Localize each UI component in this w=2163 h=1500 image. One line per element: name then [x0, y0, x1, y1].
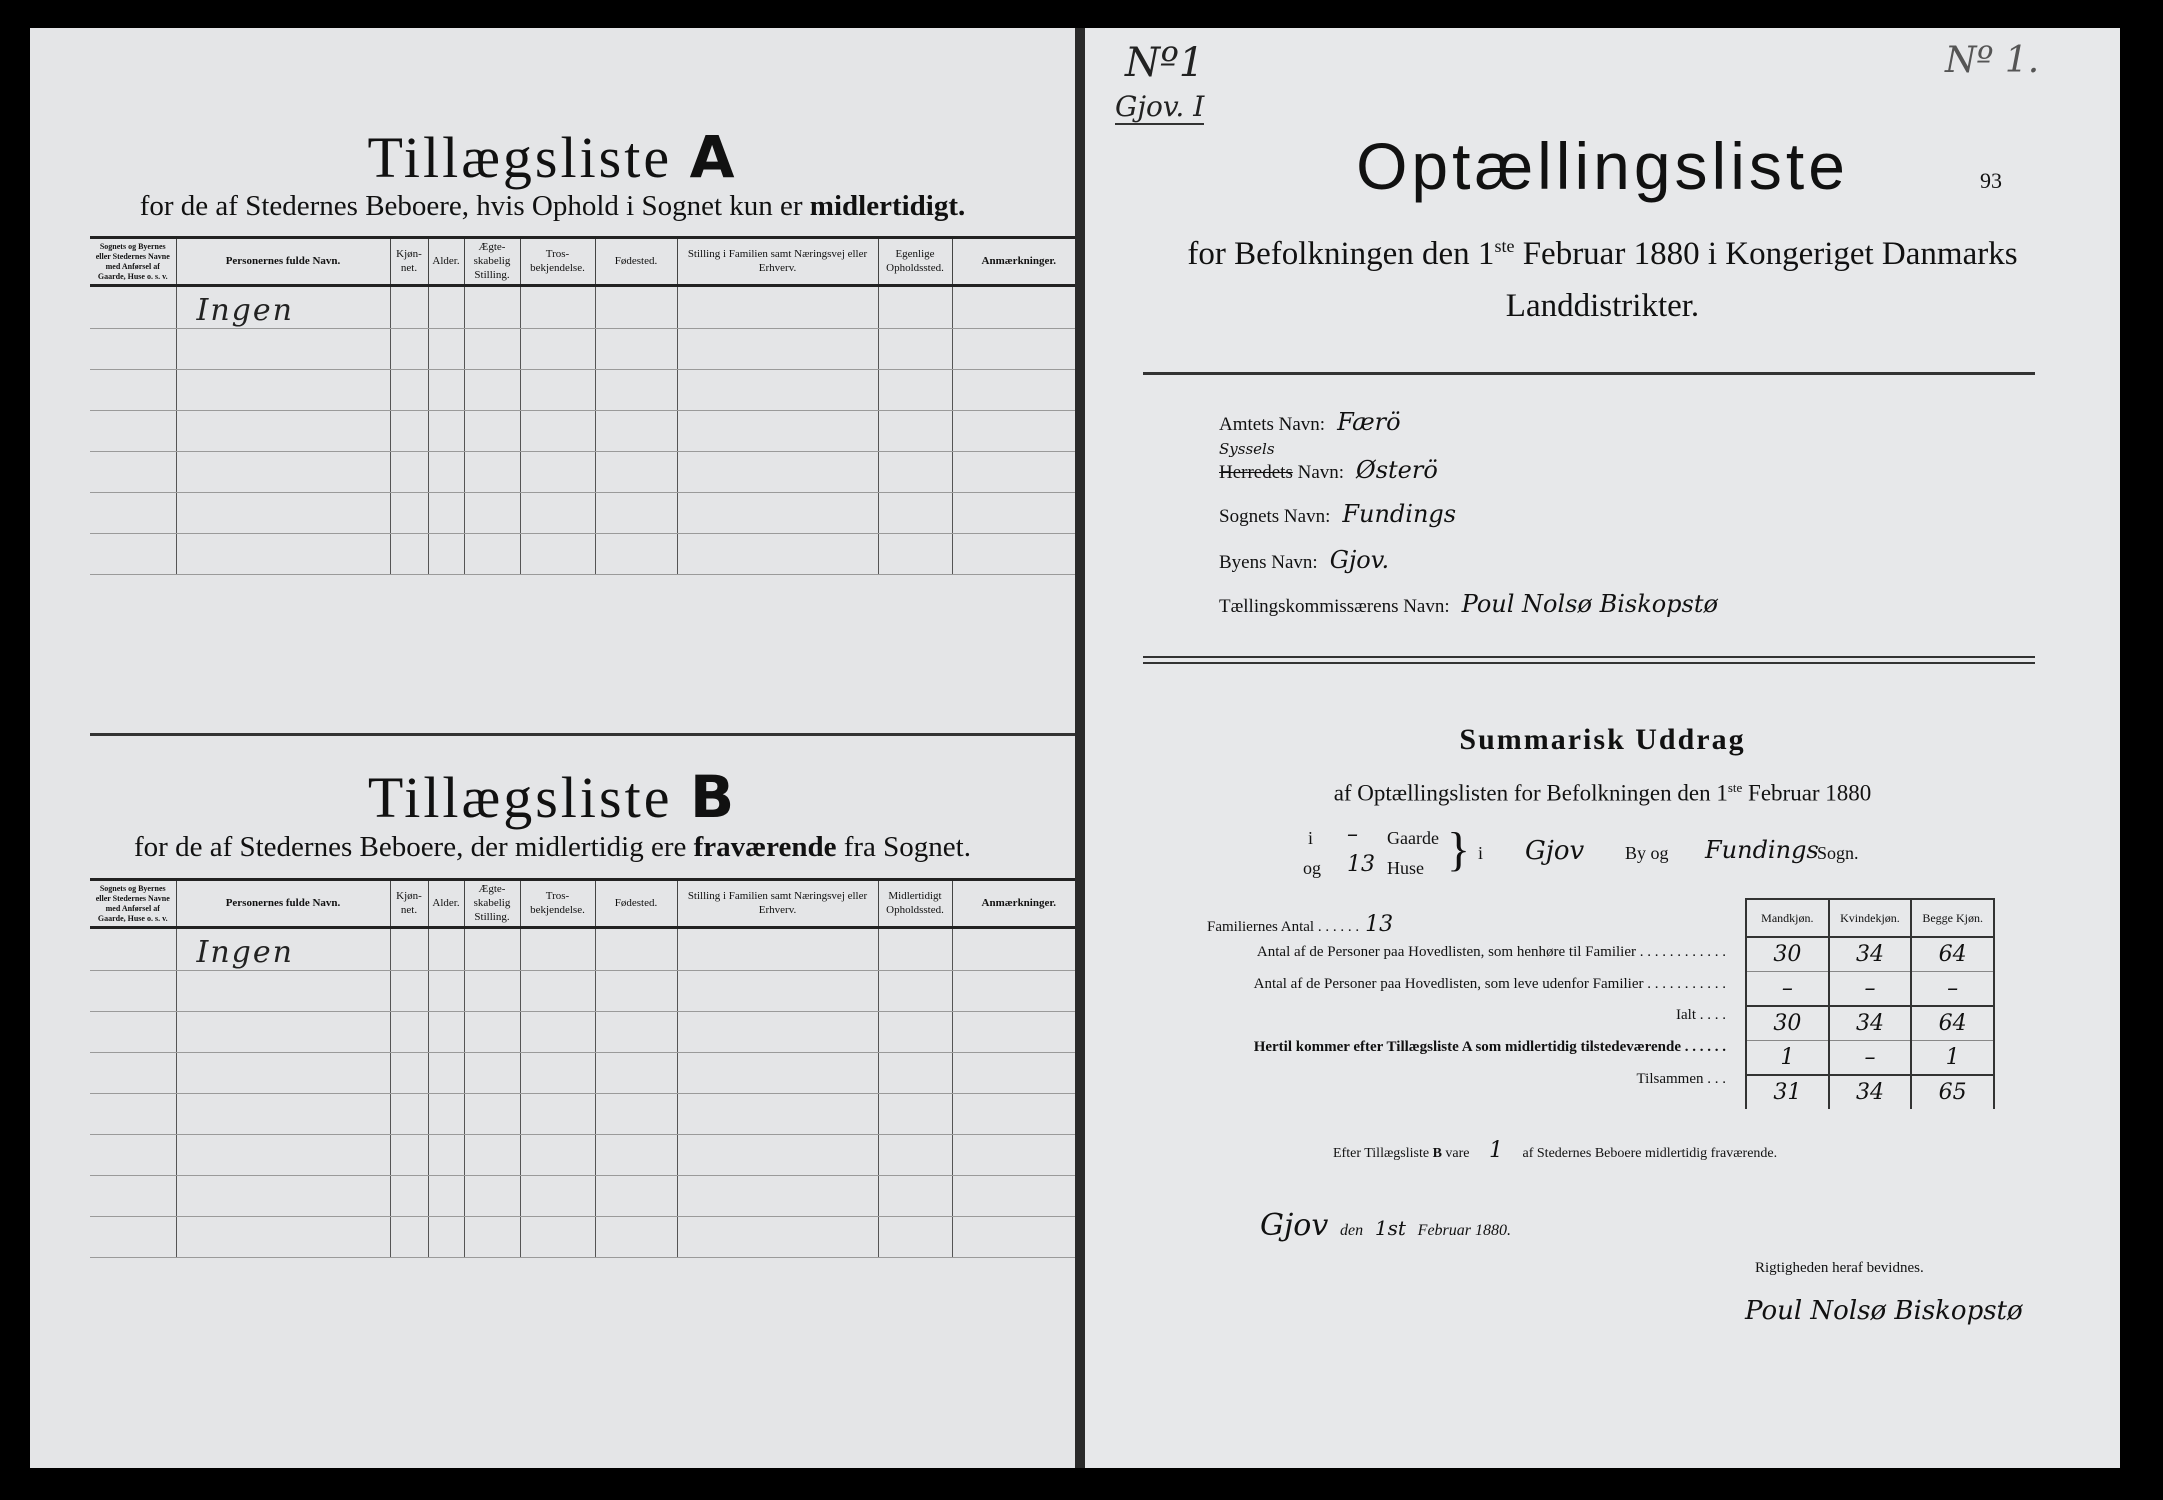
efter-c: af Stedernes Beboere midlertidig fraværende.: [1522, 1146, 1778, 1161]
col-begge: Begge Kjøn.: [1911, 899, 1994, 937]
date-place: Gjov: [1260, 1208, 1329, 1243]
rigtighed-text: Rigtigheden heraf bevidnes.: [1755, 1260, 1924, 1276]
row-label-3: Ialt . . . .: [1676, 1007, 1726, 1023]
gaarde-value: –: [1347, 822, 1358, 847]
row-text: Antal af de Personer paa Hovedlisten, som leve udenfor Familier: [1253, 976, 1644, 992]
table-row: [90, 1176, 1075, 1217]
inserted-word: Syssels: [1219, 440, 1275, 458]
summary-table: [1745, 898, 1995, 1109]
col-occupation: Stilling i Familien samt Næringsvej eller Erhverv.: [677, 880, 878, 928]
subtitle-bold: fraværende: [693, 831, 837, 863]
table-row: [1746, 1041, 1994, 1076]
familier-label: Familiernes Antal . . . . . . 13: [1207, 912, 1394, 937]
efter-letter: B: [1432, 1146, 1442, 1161]
col-age: Alder.: [428, 238, 464, 286]
col-kvindekjon: Kvindekjøn.: [1829, 899, 1912, 937]
familier-value: 13: [1365, 912, 1394, 937]
cell-b: –: [1911, 972, 1994, 1007]
col-name: Personernes fulde Navn.: [176, 238, 390, 286]
col-birthplace: Fødested.: [595, 238, 677, 286]
field-amt: [1219, 408, 1401, 436]
cell-b: 64: [1911, 937, 1994, 972]
row-label-4: Hertil kommer efter Tillægsliste A som midlertidig tilstedeværende . . . . . .: [1253, 1039, 1726, 1055]
cell-k: –: [1829, 1041, 1912, 1076]
og-label: og: [1303, 858, 1321, 878]
top-number: Nº 1.: [1945, 40, 2040, 81]
tillaegsliste-a-title: [30, 123, 1075, 191]
gaarde-label: Gaarde: [1387, 828, 1439, 848]
huse-value: 13: [1347, 852, 1375, 877]
table-row: [90, 971, 1075, 1012]
huse-label: Huse: [1387, 858, 1424, 878]
summary-sogn-value: Fundings: [1705, 836, 1819, 864]
tillaegsliste-b-subtitle: [30, 831, 1075, 864]
familier-text: Familiernes Antal: [1207, 919, 1315, 935]
section-divider: [90, 733, 1075, 736]
title-letter: B: [689, 763, 738, 831]
table-b: [90, 878, 1075, 1258]
field-label: Tællingskommissærens Navn:: [1219, 596, 1450, 617]
cell-m: –: [1746, 972, 1829, 1007]
summary-subtitle: [1085, 780, 2120, 807]
table-row: [90, 1135, 1075, 1176]
cell-b: 1: [1911, 1041, 1994, 1076]
field-herred: [1219, 456, 1438, 484]
title-text: Tillægsliste: [367, 125, 673, 190]
cell-m: 1: [1746, 1041, 1829, 1076]
title-text: Tillægsliste: [367, 765, 673, 830]
book-spine: [1075, 28, 1085, 1468]
page-title: Optællingsliste: [1356, 129, 1849, 203]
efter-line: [1333, 1138, 1777, 1163]
summary-header: [1746, 899, 1994, 937]
table-a-header: [90, 238, 1075, 286]
title-line-2: Landdistrikter.: [1505, 288, 1700, 324]
cell-m: 30: [1746, 937, 1829, 972]
subtitle-bold: midlertidigt.: [809, 190, 966, 222]
sub-a: af Optællingslisten for Befolkningen den 1: [1333, 780, 1728, 806]
table-row: [90, 1217, 1075, 1258]
date-line: [1260, 1208, 1511, 1243]
summary-by-label: By og: [1625, 843, 1669, 863]
table-row: [90, 1094, 1075, 1135]
field-sogn: [1219, 500, 1456, 528]
field-kommissaer: [1219, 590, 1718, 618]
cell-m: 31: [1746, 1075, 1829, 1109]
rule-mid-2: [1143, 662, 2035, 664]
row-text: Antal af de Personer paa Hovedlisten, som henhøre til Familier: [1256, 944, 1636, 960]
cell-b: 64: [1911, 1006, 1994, 1041]
i2-label: i: [1478, 843, 1484, 863]
col-birthplace: Fødested.: [595, 880, 677, 928]
sub-sup: ste: [1727, 780, 1743, 795]
table-row: [1746, 937, 1994, 972]
cell-k: 34: [1829, 1075, 1912, 1109]
col-place: Sognets og Byernes eller Stedernes Navne med Anførsel af Gaarde, Huse o. s. v.: [90, 880, 176, 928]
signature: Poul Nolsø Biskopstø: [1745, 1296, 2023, 1326]
rule-mid-1: [1143, 656, 2035, 658]
col-religion: Tros-bekjendelse.: [520, 238, 595, 286]
field-value: Poul Nolsø Biskopstø: [1461, 590, 1718, 618]
row-text: Ialt: [1676, 1007, 1696, 1023]
corner-number: Nº1: [1125, 40, 1205, 86]
col-place: Sognets og Byernes eller Stedernes Navne med Anførsel af Gaarde, Huse o. s. v.: [90, 238, 176, 286]
col-religion: Tros-bekjendelse.: [520, 880, 595, 928]
efter-b: vare: [1445, 1146, 1470, 1161]
entry-ingen: Ingen: [196, 935, 294, 971]
col-name: Personernes fulde Navn.: [176, 880, 390, 928]
title-line-1: [1085, 236, 2120, 273]
summary-title: Summarisk Uddrag: [1459, 723, 1746, 756]
tillaegsliste-b-title: [30, 763, 1075, 831]
table-row: [1746, 1006, 1994, 1041]
table-row: [90, 411, 1075, 452]
row-label-1: Antal af de Personer paa Hovedlisten, som henhøre til Familier . . . . . . . . . . . .: [1256, 944, 1726, 960]
col-marital: Ægte-skabelig Stilling.: [464, 238, 520, 286]
i-label: i: [1308, 828, 1314, 848]
col-mandkjon: Mandkjøn.: [1746, 899, 1829, 937]
cell-m: 30: [1746, 1006, 1829, 1041]
field-value: Østerö: [1356, 456, 1438, 484]
table-b-header: [90, 880, 1075, 928]
summary-sogn-label: Sogn.: [1817, 843, 1859, 863]
field-value: Fundings: [1342, 500, 1457, 528]
cell-k: 34: [1829, 937, 1912, 972]
col-sex: Kjøn-net.: [390, 238, 428, 286]
field-label-struck: Herredets: [1219, 462, 1293, 483]
col-temp-residence: Midlertidigt Opholdssted.: [878, 880, 952, 928]
efter-a: Efter Tillægsliste: [1333, 1146, 1430, 1161]
row-text: Hertil kommer efter Tillægsliste A som midlertidig tilstedeværende: [1253, 1039, 1681, 1055]
col-residence: Egenlige Opholdssted.: [878, 238, 952, 286]
field-value: Gjov.: [1329, 546, 1390, 574]
col-occupation: Stilling i Familien samt Næringsvej eller Erhverv.: [677, 238, 878, 286]
line1-b: Februar 1880 i Kongeriget Danmarks: [1522, 236, 2018, 272]
col-remarks: Anmærkninger.: [952, 238, 1075, 286]
table-row: [90, 534, 1075, 575]
line1-a: for Befolkningen den 1: [1187, 236, 1495, 272]
corner-sub-note: Gjov. I: [1115, 90, 1205, 123]
right-page: [1085, 28, 2120, 1468]
page-number: 93: [1980, 168, 2002, 193]
summary-by-value: Gjov: [1525, 836, 1585, 866]
subtitle-end: fra Sognet.: [843, 831, 971, 863]
tillaegsliste-a-subtitle: [30, 190, 1075, 223]
brace: }: [1447, 823, 1471, 876]
table-row: [90, 1012, 1075, 1053]
entry-ingen: Ingen: [196, 293, 294, 329]
cell-b: 65: [1911, 1075, 1994, 1109]
row-label-2: Antal af de Personer paa Hovedlisten, som leve udenfor Familier . . . . . . . . . . .: [1253, 976, 1726, 992]
field-label: Navn:: [1297, 462, 1345, 483]
left-page: [30, 28, 1075, 1468]
field-label: Byens Navn:: [1219, 552, 1318, 573]
rule-top: [1143, 372, 2035, 375]
table-row: [90, 329, 1075, 370]
title-letter: A: [689, 123, 738, 191]
field-label: Sognets Navn:: [1219, 506, 1331, 527]
subtitle-text: for de af Stedernes Beboere, hvis Ophold i Sognet kun er: [139, 190, 803, 222]
subtitle-text: for de af Stedernes Beboere, der midlertidig ere: [134, 831, 687, 863]
table-row: [90, 493, 1075, 534]
field-value: Færö: [1337, 408, 1401, 436]
line1-sup: ste: [1494, 236, 1515, 256]
row-label-5: Tilsammen . . .: [1636, 1071, 1726, 1087]
table-a: [90, 236, 1075, 575]
table-row: [1746, 1075, 1994, 1109]
cell-k: 34: [1829, 1006, 1912, 1041]
table-row: [90, 370, 1075, 411]
date-den: den: [1340, 1222, 1364, 1239]
field-by: [1219, 546, 1389, 574]
table-row: [90, 286, 1075, 329]
cell-k: –: [1829, 972, 1912, 1007]
efter-value: 1: [1489, 1138, 1504, 1163]
date-day: 1st: [1374, 1216, 1406, 1240]
field-label: Amtets Navn:: [1219, 414, 1326, 435]
table-row: [90, 452, 1075, 493]
row-text: Tilsammen: [1636, 1071, 1704, 1087]
date-rest: Februar 1880.: [1417, 1222, 1511, 1239]
col-remarks: Anmærkninger.: [952, 880, 1075, 928]
table-row: [90, 928, 1075, 971]
table-row: [90, 1053, 1075, 1094]
col-age: Alder.: [428, 880, 464, 928]
sub-b: Februar 1880: [1748, 780, 1872, 806]
col-sex: Kjøn-net.: [390, 880, 428, 928]
table-row: [1746, 972, 1994, 1007]
col-marital: Ægte-skabelig Stilling.: [464, 880, 520, 928]
